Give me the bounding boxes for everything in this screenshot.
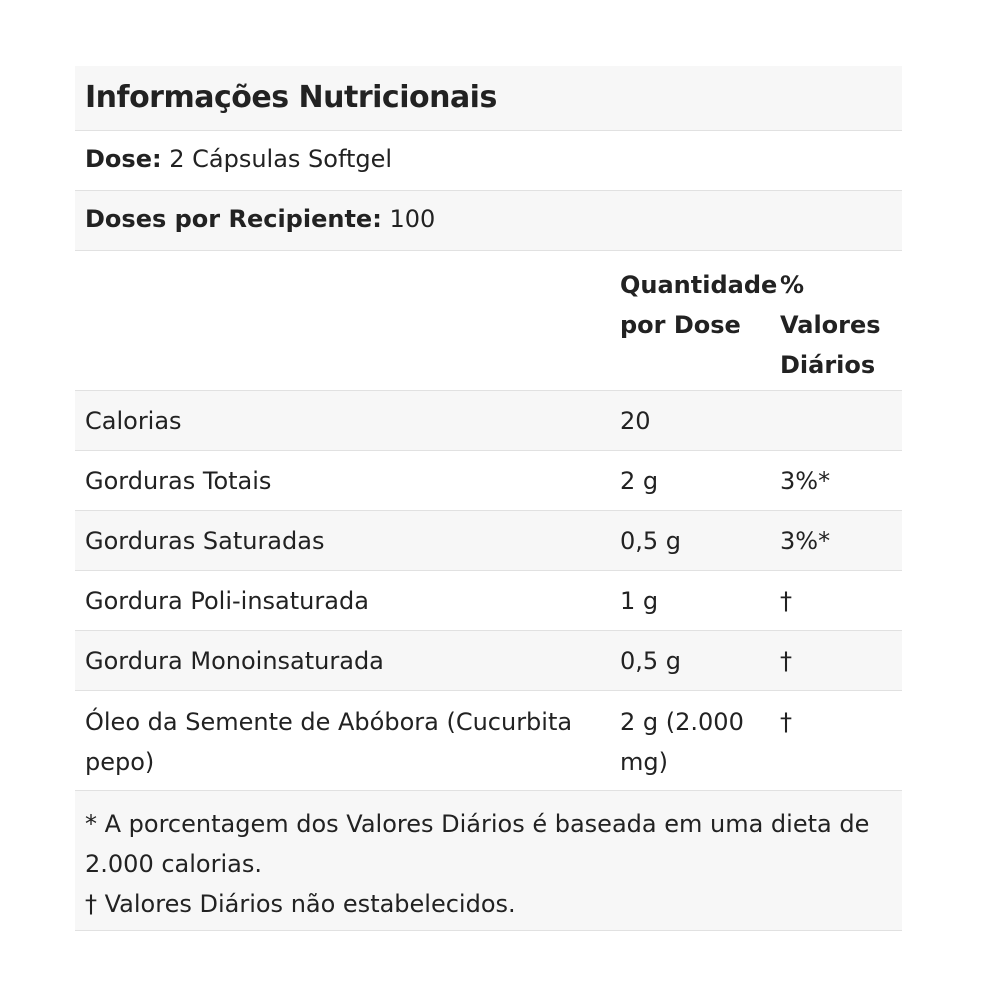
nutrient-amount: 2 g	[620, 467, 659, 495]
doses-per-container-value: 100	[389, 205, 436, 233]
dose-row	[75, 131, 902, 191]
header-nutrient	[75, 265, 620, 390]
table-row	[75, 631, 902, 691]
table-row	[75, 691, 902, 791]
footnotes	[75, 791, 902, 931]
panel-title: Informações Nutricionais	[75, 66, 902, 131]
table-row	[75, 511, 902, 571]
nutrient-name: Gorduras Totais	[85, 467, 272, 495]
table-row	[75, 571, 902, 631]
nutrient-amount: 0,5 g	[620, 527, 682, 555]
nutrient-amount: 20	[620, 407, 651, 435]
nutrient-amount: 0,5 g	[620, 647, 682, 675]
doses-per-container-row	[75, 191, 902, 251]
footnote-daily-values: * A porcentagem dos Valores Diários é baseada em uma dieta de 2.000 calorias.	[85, 810, 870, 878]
doses-per-container-label: Doses por Recipiente:	[85, 205, 382, 233]
nutrient-name: Calorias	[85, 407, 182, 435]
nutrient-daily-value: †	[780, 587, 792, 615]
header-amount-per-dose: Quantidade por Dose	[620, 271, 778, 339]
nutrient-daily-value: 3%*	[780, 467, 831, 495]
header-daily-value: % Valores Diários	[780, 271, 881, 379]
nutrient-name: Gorduras Saturadas	[85, 527, 325, 555]
nutrient-name: Óleo da Semente de Abóbora (Cucurbita pepo)	[85, 708, 573, 776]
dose-label: Dose:	[85, 145, 162, 173]
nutrient-daily-value: 3%*	[780, 527, 831, 555]
nutrient-daily-value: †	[780, 708, 792, 736]
nutrient-name: Gordura Monoinsaturada	[85, 647, 384, 675]
nutrient-name: Gordura Poli-insaturada	[85, 587, 369, 615]
table-row	[75, 451, 902, 511]
dose-value: 2 Cápsulas Softgel	[169, 145, 393, 173]
nutrient-daily-value	[780, 401, 902, 450]
nutrient-amount: 2 g (2.000 mg)	[620, 708, 744, 776]
footnote-not-established: † Valores Diários não estabelecidos.	[85, 890, 516, 918]
nutrient-daily-value: †	[780, 647, 792, 675]
nutrient-amount: 1 g	[620, 587, 659, 615]
table-header-row	[75, 251, 902, 391]
nutrition-facts-panel	[75, 66, 902, 931]
table-row	[75, 391, 902, 451]
